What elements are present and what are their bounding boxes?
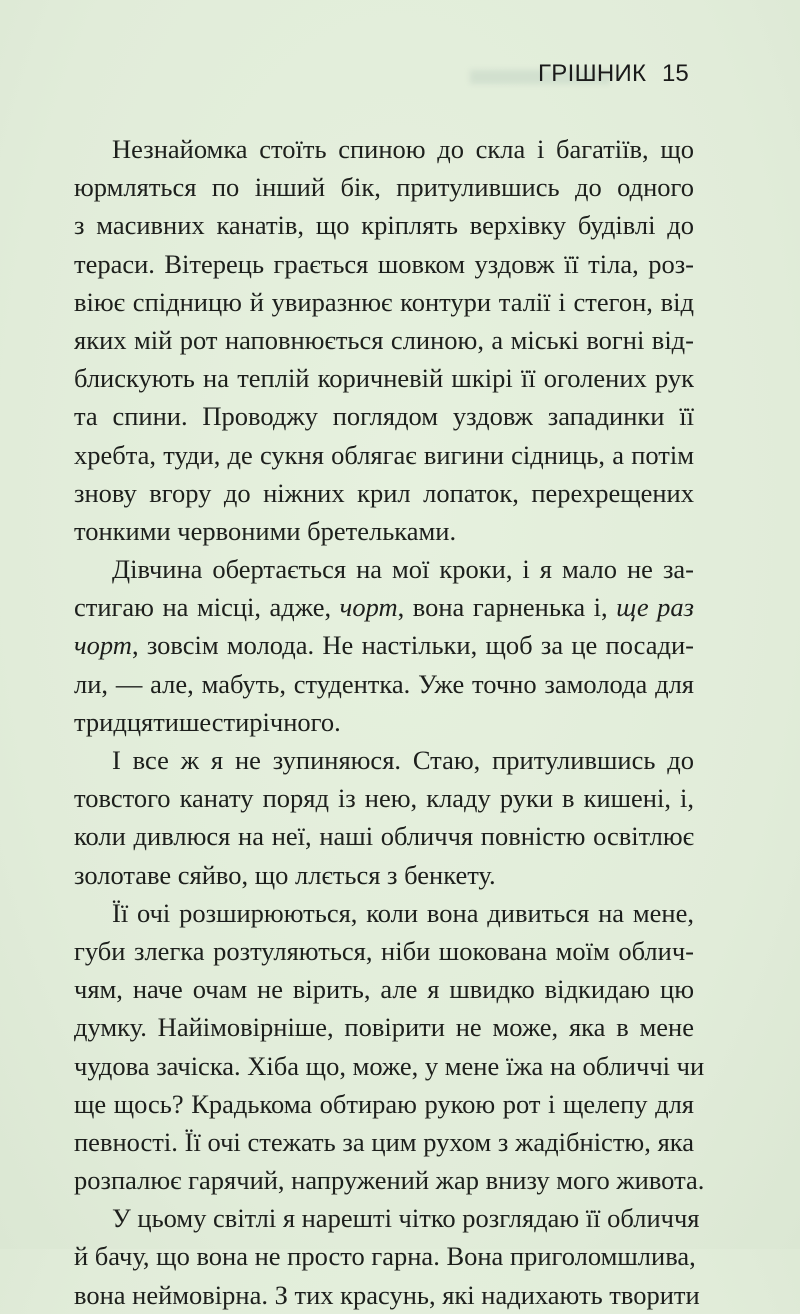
italic-run: чорт [74,630,132,661]
text-run: , вона гарненька і, [397,592,617,623]
text-line-mixed [74,588,694,626]
text-line: й бачу, що вона не просто гарна. Вона приголомшлива, [74,1241,696,1272]
text-line: розпалює гарячий, напружений жар внизу мого живота. [74,1165,705,1196]
text-line: Дівчина обертається на мої кроки, і я мало не за- [112,554,694,585]
body-text [74,130,705,1314]
text-line: блискують на теплій коричневій шкірі її оголених рук [74,363,694,394]
text-line: Незнайомка стоїть спиною до скла і багатіїв, що [112,134,694,164]
text-line: тридцятишестирічного. [74,706,341,737]
text-line: юрмляться по інший бік, притулившись до одного [74,172,694,203]
text-line: чям, наче очам не вірить, але я швидко відкидаю цю [74,974,694,1005]
text-line: яких мій рот наповнюється слиною, а міські вогні від- [74,324,694,355]
text-line: тераси. Вітерець грається шовком уздовж її тіла, роз- [74,248,694,279]
text-line: золотаве сяйво, що ллється з бенкету. [74,859,496,890]
text-line: хребта, туди, де сукня облягає вигини сідниць, а потім [74,439,694,470]
italic-run: чорт [339,592,398,623]
text-line: знову вгору до ніжних крил лопаток, перехрещених [74,477,694,508]
running-title: ГРІШНИК [538,60,647,87]
text-line-mixed [74,626,694,664]
text-line: чудова зачіска. Хіба що, може, у мене їжа на обличчі чи [74,1050,705,1081]
text-line: думку. Найімовірніше, повірити не може, яка в мене [74,1012,694,1043]
italic-run: ще раз [616,592,694,623]
text-line: тонкими червоними бретельками. [74,515,457,546]
text-line: коли дивлюся на неї, наші обличчя повністю освітлює [74,821,694,852]
page-number: 15 [662,60,689,87]
text-line: з масивних канатів, що кріплять верхівку будівлі до [74,210,694,241]
text-line: товстого канату поряд із нею, кладу руки в кишені, і, [74,783,694,814]
text-line: ли, — але, мабуть, студентка. Уже точно замолода для [74,668,694,699]
text-line: та спини. Проводжу поглядом уздовж западинки її [74,401,694,432]
text-line: У цьому світлі я нарешті чітко розглядаю її обличчя [112,1203,700,1234]
text-line: Її очі розширюються, коли вона дивиться на мене, [112,897,694,928]
text-line: певності. Її очі стежать за цим рухом з жадібністю, яка [74,1126,694,1157]
text-line: віює спідницю й увиразнює контури талії і стегон, від [74,286,694,317]
text-run: стигаю на місці, адже, [74,592,340,623]
text-run: , зовсім молода. Не настільки, щоб за це посади- [131,630,694,661]
text-line: губи злегка розтуляються, ніби шокована моїм облич- [74,935,694,966]
text-line: ще щось? Крадькома обтираю рукою рот і щелепу для [74,1088,694,1119]
text-line: І все ж я не зупиняюся. Стаю, притулившись до [112,745,694,775]
page-header [0,60,800,94]
text-line: вона неймовірна. З тих красунь, які надихають творити [74,1279,700,1310]
